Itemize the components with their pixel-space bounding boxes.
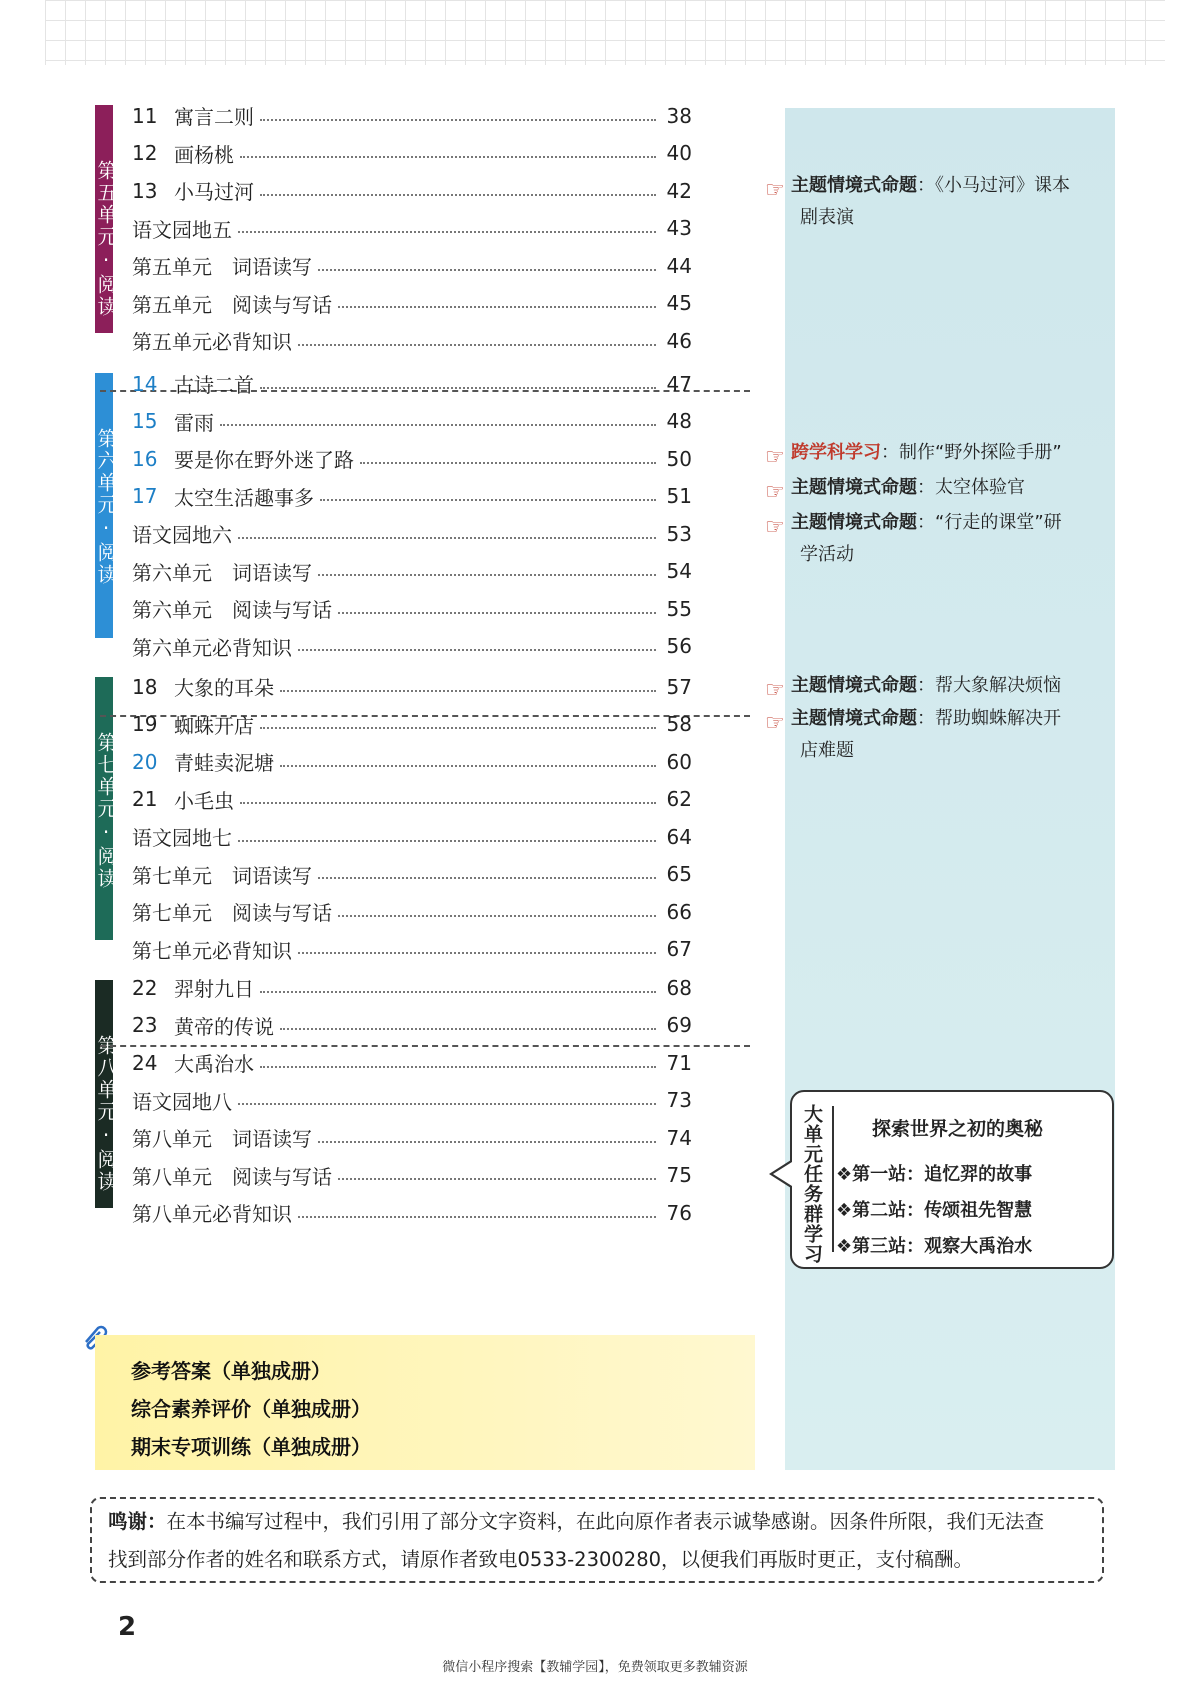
lesson-number: 23 bbox=[132, 1013, 158, 1038]
toc-entry[interactable] bbox=[132, 743, 692, 781]
leader-dots bbox=[260, 194, 656, 196]
note-text: ：制作“野外探险手册” bbox=[881, 442, 1062, 463]
leader-dots bbox=[298, 649, 656, 651]
bubble-vertical-title: 大单元任务群学习 bbox=[801, 1104, 823, 1264]
lesson-title: 第七单元必背知识 bbox=[132, 938, 292, 963]
lesson-title: 小马过河 bbox=[174, 180, 254, 205]
unit-tab-label: 第八单元·阅读 bbox=[94, 1035, 118, 1193]
page-ref: 55 bbox=[666, 596, 692, 621]
lesson-title: 第六单元 阅读与写话 bbox=[132, 598, 332, 623]
note-continuation: 剧表演 bbox=[800, 207, 854, 228]
lesson-title: 第五单元 阅读与写话 bbox=[132, 292, 332, 317]
bubble-title: 探索世界之初的奥秘 bbox=[872, 1118, 1044, 1140]
pointing-hand-icon: ☞ bbox=[765, 445, 785, 470]
lesson-number: 16 bbox=[132, 446, 158, 471]
page-ref: 60 bbox=[666, 749, 692, 774]
leader-dots bbox=[238, 840, 656, 842]
lesson-number: 15 bbox=[132, 409, 158, 434]
note-text: ：帮助蜘蛛解决开 bbox=[917, 708, 1061, 729]
page-ref: 71 bbox=[666, 1050, 692, 1075]
leader-dots bbox=[220, 424, 656, 426]
page-ref: 50 bbox=[666, 446, 692, 471]
topic-note bbox=[765, 703, 1061, 767]
toc-entry[interactable] bbox=[132, 172, 692, 210]
leader-dots bbox=[298, 344, 656, 346]
page-ref: 73 bbox=[666, 1088, 692, 1113]
supplement-item: 参考答案（单独成册） bbox=[131, 1359, 331, 1383]
note-label: 主题情境式命题 bbox=[791, 477, 917, 498]
lesson-title: 寓言二则 bbox=[174, 105, 254, 130]
leader-dots bbox=[320, 499, 656, 501]
bubble-item: ❖第二站：传颂祖先智慧 bbox=[836, 1200, 1033, 1221]
pointing-hand-icon: ☞ bbox=[765, 480, 785, 505]
lesson-title: 太空生活趣事多 bbox=[174, 485, 314, 510]
lesson-title: 语文园地六 bbox=[132, 523, 232, 548]
page-ref: 43 bbox=[666, 216, 692, 241]
unit-tab-label: 第六单元·阅读 bbox=[94, 428, 118, 586]
page-ref: 62 bbox=[666, 787, 692, 812]
toc-entry[interactable] bbox=[132, 818, 692, 856]
leader-dots bbox=[338, 915, 656, 917]
lesson-title: 第八单元必背知识 bbox=[132, 1202, 292, 1227]
lesson-title: 小毛虫 bbox=[174, 788, 234, 813]
toc-entry[interactable] bbox=[132, 628, 692, 666]
toc-entry[interactable] bbox=[132, 1082, 692, 1120]
lesson-title: 第六单元 词语读写 bbox=[132, 560, 312, 585]
lesson-number: 24 bbox=[132, 1050, 158, 1075]
page-ref: 68 bbox=[666, 975, 692, 1000]
toc-list bbox=[132, 969, 692, 1232]
unit-tab-label: 第五单元·阅读 bbox=[94, 160, 118, 318]
note-text: ：太空体验官 bbox=[917, 477, 1025, 498]
leader-dots bbox=[238, 1103, 656, 1105]
leader-dots bbox=[238, 537, 656, 539]
topic-note bbox=[765, 507, 1062, 571]
page-ref: 54 bbox=[666, 559, 692, 584]
supplement-box bbox=[95, 1335, 755, 1470]
leader-dots bbox=[280, 690, 656, 692]
pointing-hand-icon: ☞ bbox=[765, 178, 785, 203]
leader-dots bbox=[338, 1178, 656, 1180]
leader-dots bbox=[338, 612, 656, 614]
lesson-number: 13 bbox=[132, 178, 158, 203]
lesson-title: 羿射九日 bbox=[174, 977, 254, 1002]
toc-entry[interactable] bbox=[132, 1157, 692, 1195]
page-ref: 45 bbox=[666, 291, 692, 316]
lesson-title: 画杨桃 bbox=[174, 142, 234, 167]
leader-dots bbox=[360, 462, 656, 464]
toc-entry[interactable] bbox=[132, 210, 692, 248]
topic-note bbox=[765, 670, 1061, 702]
lesson-title: 第七单元 词语读写 bbox=[132, 863, 312, 888]
toc-entry[interactable] bbox=[132, 590, 692, 628]
toc-entry[interactable] bbox=[132, 135, 692, 173]
toc-entry[interactable] bbox=[132, 706, 692, 744]
lesson-number: 11 bbox=[132, 103, 158, 128]
toc-entry[interactable] bbox=[132, 478, 692, 516]
toc-entry[interactable] bbox=[132, 1007, 692, 1045]
leader-dots bbox=[318, 877, 656, 879]
lesson-number: 20 bbox=[132, 749, 158, 774]
page-ref: 69 bbox=[666, 1013, 692, 1038]
toc-entry[interactable] bbox=[132, 403, 692, 441]
task-group-bubble bbox=[790, 1090, 1114, 1269]
leader-dots bbox=[240, 802, 656, 804]
leader-dots bbox=[260, 727, 656, 729]
unit-tab bbox=[94, 105, 118, 333]
toc-entry[interactable] bbox=[132, 781, 692, 819]
lesson-title: 语文园地五 bbox=[132, 217, 232, 242]
toc-entry[interactable] bbox=[132, 668, 692, 706]
leader-dots bbox=[318, 574, 656, 576]
note-text: ：帮大象解决烦恼 bbox=[917, 675, 1061, 696]
pointing-hand-icon: ☞ bbox=[765, 515, 785, 540]
page-ref: 53 bbox=[666, 521, 692, 546]
page-ref: 75 bbox=[666, 1163, 692, 1188]
topic-note bbox=[765, 472, 1025, 504]
toc-entry[interactable] bbox=[132, 97, 692, 135]
note-text: ：“行走的课堂”研 bbox=[917, 512, 1062, 533]
lesson-title: 大禹治水 bbox=[174, 1052, 254, 1077]
leader-dots bbox=[318, 1141, 656, 1143]
supplement-item: 综合素养评价（单独成册） bbox=[131, 1397, 371, 1421]
lesson-title: 语文园地七 bbox=[132, 826, 232, 851]
toc-entry[interactable] bbox=[132, 285, 692, 323]
toc-entry[interactable] bbox=[132, 931, 692, 969]
toc-list bbox=[132, 97, 692, 360]
topic-note bbox=[765, 170, 1070, 234]
toc-entry[interactable] bbox=[132, 553, 692, 591]
note-label: 主题情境式命题 bbox=[791, 675, 917, 696]
ack-line2: 找到部分作者的姓名和联系方式，请原作者致电0533-2300280，以便我们再版时更正，支付稿酬。 bbox=[108, 1548, 974, 1571]
unit-tab bbox=[94, 980, 118, 1208]
note-label: 主题情境式命题 bbox=[791, 512, 917, 533]
ack-lead: 鸣谢： bbox=[108, 1510, 167, 1533]
lesson-number: 17 bbox=[132, 484, 158, 509]
lesson-title: 雷雨 bbox=[174, 410, 214, 435]
leader-dots bbox=[298, 1216, 656, 1218]
leader-dots bbox=[298, 952, 656, 954]
lesson-title: 第五单元 词语读写 bbox=[132, 255, 312, 280]
lesson-number: 21 bbox=[132, 787, 158, 812]
toc-entry[interactable] bbox=[132, 515, 692, 553]
toc-entry[interactable] bbox=[132, 1194, 692, 1232]
lesson-number: 22 bbox=[132, 975, 158, 1000]
page-number: 2 bbox=[118, 1612, 137, 1642]
toc-entry[interactable] bbox=[132, 1119, 692, 1157]
lesson-title: 第八单元 词语读写 bbox=[132, 1127, 312, 1152]
toc-entry[interactable] bbox=[132, 893, 692, 931]
supplement-item: 期末专项训练（单独成册） bbox=[131, 1435, 371, 1459]
leader-dots bbox=[260, 387, 656, 389]
page-ref: 64 bbox=[666, 824, 692, 849]
leader-dots bbox=[260, 1066, 656, 1068]
toc-entry[interactable] bbox=[132, 247, 692, 285]
topic-note bbox=[765, 437, 1062, 469]
lesson-number: 18 bbox=[132, 674, 158, 699]
leader-dots bbox=[318, 269, 656, 271]
note-label: 跨学科学习 bbox=[791, 442, 881, 463]
note-label: 主题情境式命题 bbox=[791, 175, 917, 196]
toc-entry[interactable] bbox=[132, 856, 692, 894]
leader-dots bbox=[240, 156, 656, 158]
lesson-title: 语文园地八 bbox=[132, 1089, 232, 1114]
page-ref: 44 bbox=[666, 253, 692, 278]
leader-dots bbox=[338, 306, 656, 308]
lesson-title: 青蛙卖泥塘 bbox=[174, 751, 274, 776]
lesson-number: 19 bbox=[132, 712, 158, 737]
note-label: 主题情境式命题 bbox=[791, 708, 917, 729]
pointing-hand-icon: ☞ bbox=[765, 678, 785, 703]
unit-tab bbox=[94, 373, 118, 638]
page-ref: 56 bbox=[666, 634, 692, 659]
page-ref: 57 bbox=[666, 674, 692, 699]
lesson-title: 第七单元 阅读与写话 bbox=[132, 901, 332, 926]
unit-tab-label: 第七单元·阅读 bbox=[94, 732, 118, 890]
toc-entry[interactable] bbox=[132, 440, 692, 478]
leader-dots bbox=[260, 991, 656, 993]
lesson-title: 古诗二首 bbox=[174, 373, 254, 398]
lesson-number: 12 bbox=[132, 141, 158, 166]
bubble-tail-inner bbox=[773, 1162, 792, 1186]
pointing-hand-icon: ☞ bbox=[765, 711, 785, 736]
leader-dots bbox=[238, 231, 656, 233]
page-ref: 65 bbox=[666, 862, 692, 887]
page-ref: 42 bbox=[666, 178, 692, 203]
lesson-number: 14 bbox=[132, 371, 158, 396]
leader-dots bbox=[280, 765, 656, 767]
page-ref: 40 bbox=[666, 141, 692, 166]
lesson-title: 要是你在野外迷了路 bbox=[174, 448, 354, 473]
toc-entry[interactable] bbox=[132, 365, 692, 403]
toc-entry[interactable] bbox=[132, 322, 692, 360]
lesson-title: 大象的耳朵 bbox=[174, 676, 274, 701]
acknowledgement-box bbox=[90, 1497, 1104, 1583]
note-text: ：《小马过河》课本 bbox=[917, 175, 1070, 196]
ack-line1: 在本书编写过程中，我们引用了部分文字资料，在此向原作者表示诚挚感谢。因条件所限，我们无法查 bbox=[166, 1510, 1045, 1533]
leader-dots bbox=[260, 119, 656, 121]
page-ref: 58 bbox=[666, 712, 692, 737]
bubble-divider bbox=[832, 1106, 834, 1252]
page-ref: 66 bbox=[666, 899, 692, 924]
lesson-title: 黄帝的传说 bbox=[174, 1014, 274, 1039]
toc-list bbox=[132, 668, 692, 968]
lesson-title: 第八单元 阅读与写话 bbox=[132, 1164, 332, 1189]
bubble-item: ❖第三站：观察大禹治水 bbox=[836, 1236, 1033, 1257]
footer-text: 微信小程序搜索【教辅学园】，免费领取更多教辅资源 bbox=[442, 1660, 748, 1675]
top-grid-decoration bbox=[45, 0, 1165, 65]
page-ref: 46 bbox=[666, 328, 692, 353]
note-continuation: 店难题 bbox=[800, 740, 854, 761]
lesson-title: 第六单元必背知识 bbox=[132, 635, 292, 660]
page-ref: 51 bbox=[666, 484, 692, 509]
page-ref: 38 bbox=[666, 103, 692, 128]
lesson-title: 蜘蛛开店 bbox=[174, 713, 254, 738]
toc-entry[interactable] bbox=[132, 969, 692, 1007]
note-continuation: 学活动 bbox=[800, 544, 854, 565]
page-ref: 76 bbox=[666, 1200, 692, 1225]
page-ref: 47 bbox=[666, 371, 692, 396]
lesson-title: 第五单元必背知识 bbox=[132, 330, 292, 355]
toc-list bbox=[132, 365, 692, 665]
page-ref: 74 bbox=[666, 1125, 692, 1150]
page-ref: 67 bbox=[666, 937, 692, 962]
toc-entry[interactable] bbox=[132, 1044, 692, 1082]
page-ref: 48 bbox=[666, 409, 692, 434]
leader-dots bbox=[280, 1028, 656, 1030]
bubble-item: ❖第一站：追忆羿的故事 bbox=[836, 1164, 1033, 1185]
